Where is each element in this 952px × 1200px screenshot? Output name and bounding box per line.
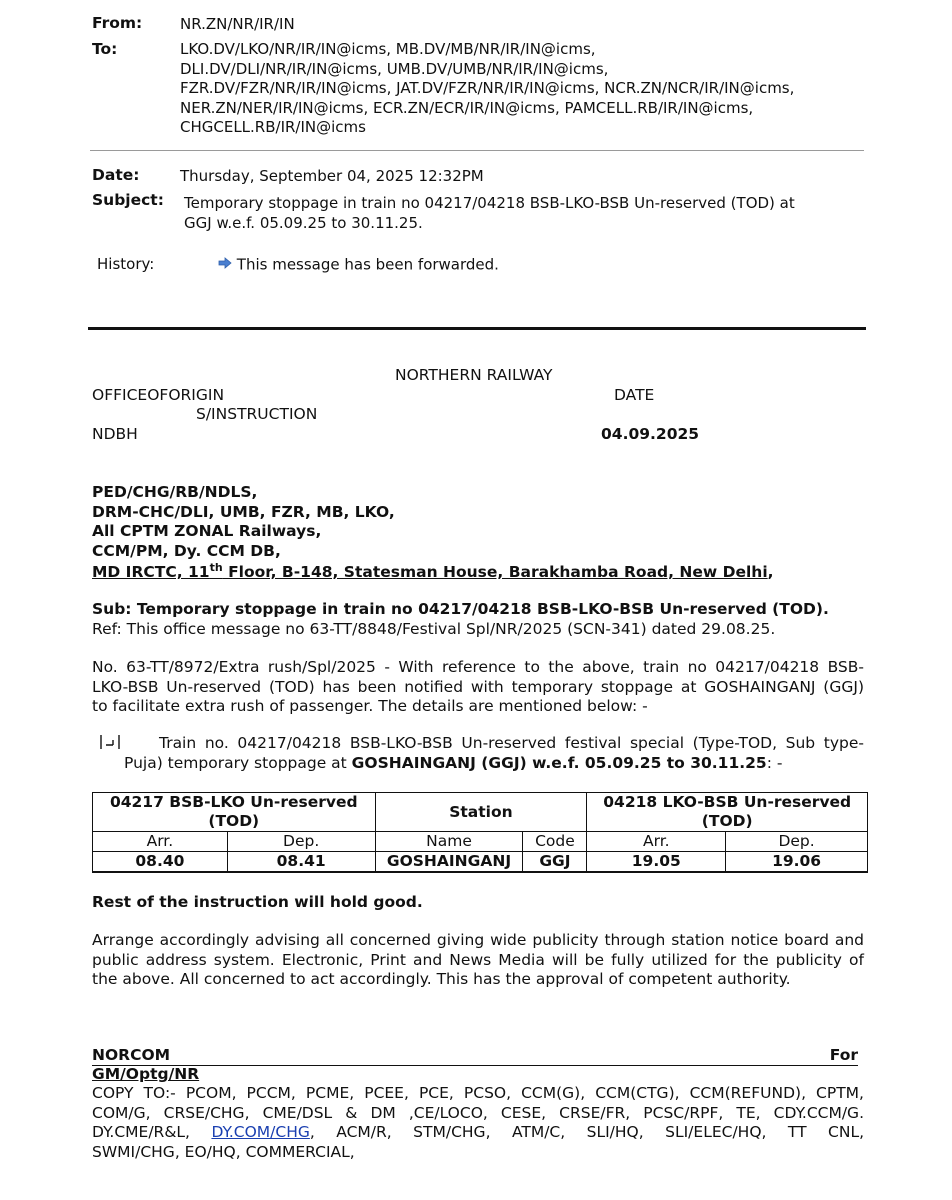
for-label: For	[829, 1046, 858, 1064]
copy-line: SWMI/CHG, EO/HQ, COMMERCIAL,	[92, 1142, 355, 1161]
cell-arr: 08.40	[93, 852, 228, 873]
body-paragraph	[92, 658, 864, 717]
history-value: This message has been forwarded.	[236, 255, 499, 274]
irctc-pre: MD IRCTC, 11	[92, 563, 210, 582]
to-line: DLI.DV/DLI/NR/IR/IN@icms, UMB.DV/UMB/NR/IR/IN@icms,	[180, 59, 609, 78]
org-name: NORTHERN RAILWAY	[395, 366, 553, 384]
addressee-irctc	[92, 561, 774, 581]
history-status	[218, 255, 499, 275]
body-line: No. 63-TT/8972/Extra rush/Spl/2025 - With reference to the above, train no 04217/04218 BSB-	[92, 658, 864, 676]
arrange-line: public address system. Electronic, Print and News Media will be fully utilized for the publicity of	[92, 950, 864, 969]
addressee: All CPTM ZONAL Railways,	[92, 522, 322, 540]
subject-line: Temporary stoppage in train no 04217/04218 BSB-LKO-BSB Un-reserved (TOD) at	[184, 194, 795, 212]
reference-line: Ref: This office message no 63-TT/8848/Festival Spl/NR/2025 (SCN-341) dated 29.08.25.	[92, 620, 776, 638]
office-label: OFFICEOFORIGIN	[92, 386, 225, 404]
to-line: NER.ZN/NER/IR/IN@icms, ECR.ZN/ECR/IR/IN@icms, PAMCELL.RB/IR/IN@icms,	[180, 98, 754, 117]
subheader-arr: Arr.	[93, 832, 228, 852]
header-station: Station	[375, 793, 587, 832]
dy-com-chg-link[interactable]: DY.COM/CHG	[211, 1123, 310, 1141]
to-line: LKO.DV/LKO/NR/IR/IN@icms, MB.DV/MB/NR/IR/IN@icms,	[180, 40, 596, 58]
bullet-line2-bold: GOSHAINGANJ (GGJ) w.e.f. 05.09.25 to 30.11.25	[351, 753, 767, 772]
bullet-line2-post: : -	[766, 753, 783, 772]
arrange-line: Arrange accordingly advising all concerned giving wide publicity through station notice board and	[92, 931, 864, 949]
addressee-list	[92, 483, 395, 561]
arrange-paragraph	[92, 931, 864, 990]
header-down-train: 04218 LKO-BSB Un-reserved (TOD)	[587, 793, 868, 832]
irctc-post: Floor, B-148, Statesman House, Barakhamba Road, New Delhi	[222, 563, 768, 582]
subject-label: Subject:	[92, 191, 164, 209]
gm-label: GM/Optg/NR	[92, 1065, 200, 1083]
cell-arr: 19.05	[587, 852, 726, 873]
to-recipients	[180, 40, 794, 138]
subject-value	[184, 194, 795, 233]
copy-line3-pre: DY.CME/R&L,	[92, 1123, 212, 1141]
history-label: History:	[97, 255, 155, 273]
cell-station-code: GGJ	[523, 852, 587, 873]
norcom-label: NORCOM	[92, 1046, 171, 1064]
subject-line-bold: Sub: Temporary stoppage in train no 04217/04218 BSB-LKO-BSB Un-reserved (TOD).	[92, 600, 829, 618]
body-line: to facilitate extra rush of passenger. The details are mentioned below: -	[92, 697, 648, 715]
date-label: Date:	[92, 166, 140, 184]
subheader-dep: Dep.	[227, 832, 375, 852]
copy-line: COPY TO:- PCOM, PCCM, PCME, PCEE, PCE, PCSO, CCM(G), CCM(CTG), CCM(REFUND), CPTM,	[92, 1084, 864, 1102]
addressee: DRM-CHC/DLI, UMB, FZR, MB, LKO,	[92, 502, 395, 521]
letter-divider	[88, 327, 866, 330]
signature-line	[92, 1046, 858, 1066]
from-value: NR.ZN/NR/IR/IN	[180, 15, 295, 33]
table-row	[93, 852, 868, 873]
subject-line: GGJ w.e.f. 05.09.25 to 30.11.25.	[184, 213, 423, 232]
subheader-name: Name	[375, 832, 523, 852]
copy-to-block	[92, 1084, 864, 1162]
bullet-line2-pre: Puja) temporary stoppage at	[124, 753, 352, 772]
date-value: Thursday, September 04, 2025 12:32PM	[180, 167, 484, 185]
subheader-dep: Dep.	[726, 832, 868, 852]
letter-date: 04.09.2025	[601, 425, 700, 443]
bullet-line-2	[124, 754, 864, 774]
from-label: From:	[92, 14, 143, 32]
bullet-icon	[99, 734, 121, 754]
office-value: NDBH	[92, 425, 138, 443]
instruction-label: S/INSTRUCTION	[196, 405, 318, 423]
body-line: LKO-BSB Un-reserved (TOD) has been notified with temporary stoppage at GOSHAINGANJ (GGJ)	[92, 677, 864, 696]
subheader-code: Code	[523, 832, 587, 852]
bullet-text	[124, 734, 864, 773]
bullet-line: Train no. 04217/04218 BSB-LKO-BSB Un-reserved festival special (Type-TOD, Sub type-	[159, 734, 864, 752]
header-divider	[90, 150, 864, 151]
copy-line: COM/G, CRSE/CHG, CME/DSL & DM ,CE/LOCO, CESE, CRSE/FR, PCSC/RPF, TE, CDY.CCM/G.	[92, 1103, 864, 1122]
subheader-arr: Arr.	[587, 832, 726, 852]
cell-station-name: GOSHAINGANJ	[375, 852, 523, 873]
cell-dep: 08.41	[227, 852, 375, 873]
copy-line-3	[92, 1123, 864, 1143]
addressee: CCM/PM, Dy. CCM DB,	[92, 541, 281, 560]
addressee: PED/CHG/RB/NDLS,	[92, 483, 258, 501]
table-subheader-row	[93, 832, 868, 852]
arrange-line: the above. All concerned to act accordingly. This has the approval of competent authority.	[92, 970, 791, 988]
date-heading: DATE	[614, 386, 655, 404]
cell-dep: 19.06	[726, 852, 868, 873]
to-line: FZR.DV/FZR/NR/IR/IN@icms, JAT.DV/FZR/NR/IR/IN@icms, NCR.ZN/NCR/IR/IN@icms,	[180, 79, 795, 97]
to-label: To:	[92, 40, 118, 58]
table-header-row	[93, 793, 868, 832]
rest-instruction: Rest of the instruction will hold good.	[92, 893, 423, 911]
stoppage-table	[92, 792, 868, 873]
forward-arrow-icon	[218, 255, 232, 275]
irctc-sup: th	[209, 561, 223, 574]
copy-line3-post: , ACM/R, STM/CHG, ATM/C, SLI/HQ, SLI/ELEC/HQ, TT CNL,	[309, 1123, 865, 1141]
irctc-comma: ,	[767, 563, 774, 582]
to-line: CHGCELL.RB/IR/IN@icms	[180, 118, 366, 136]
header-up-train: 04217 BSB-LKO Un-reserved (TOD)	[93, 793, 376, 832]
